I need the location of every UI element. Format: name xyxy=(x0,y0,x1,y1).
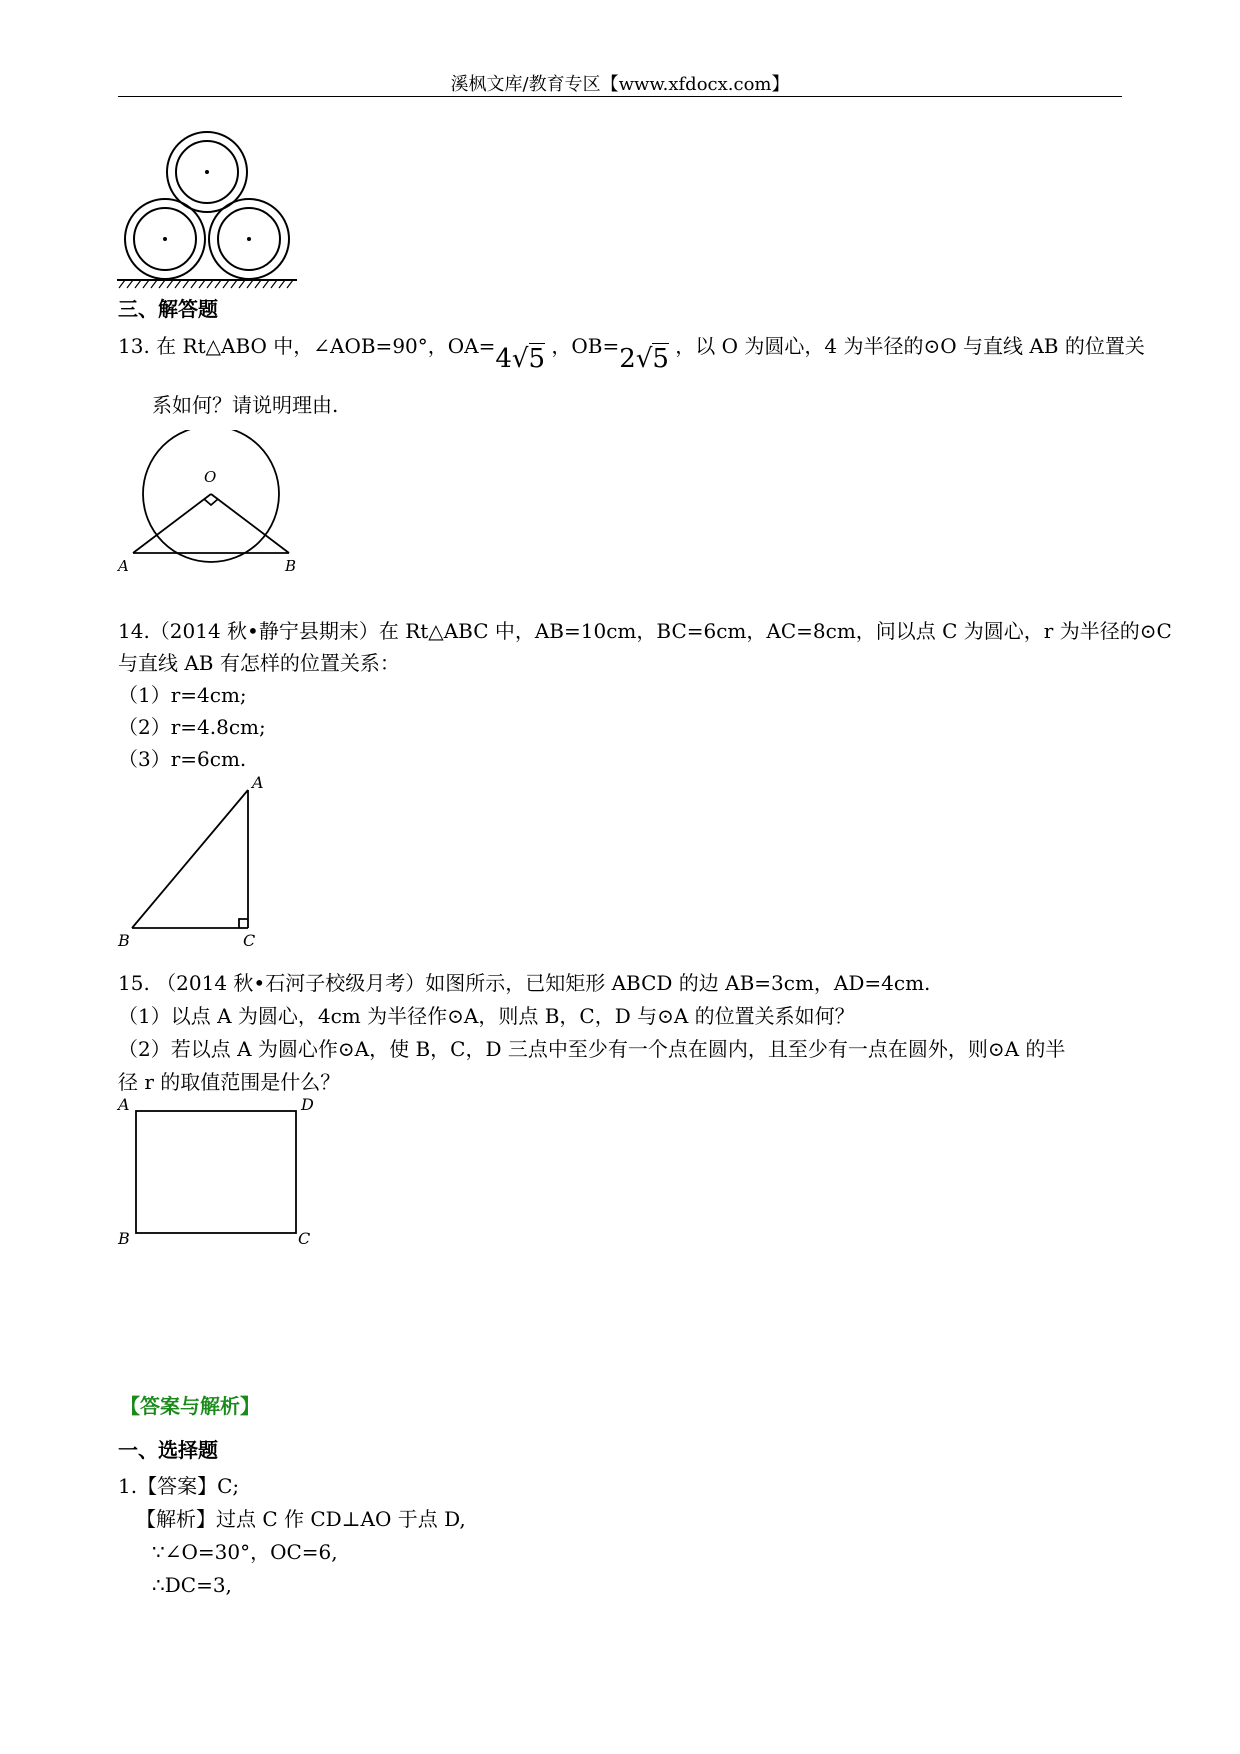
section-heading: 三、解答题 xyxy=(118,297,218,321)
question-15-line1: 15. （2014 秋•石河子校级月考）如图所示，已知矩形 ABCD 的边 AB=3cm，AD=4cm. xyxy=(118,971,931,995)
question-13-line2: 系如何？请说明理由. xyxy=(152,393,339,417)
question-15-line2: （1）以点 A 为圆心，4cm 为半径作⊙A，则点 B，C，D 与⊙A 的位置关系如何？ xyxy=(118,1004,855,1028)
question-14-item1: （1）r=4cm; xyxy=(118,683,247,707)
question-15-line4: 径 r 的取值范围是什么？ xyxy=(118,1070,341,1094)
oa-coefficient: 4 xyxy=(495,344,512,374)
q13-text-b: ，OB= xyxy=(551,334,620,358)
answer-1-step1: ∵∠O=30°，OC=6, xyxy=(152,1540,338,1564)
label-a: A xyxy=(118,557,129,575)
ob-radicand: 5 xyxy=(652,344,669,374)
label-b: B xyxy=(285,557,297,575)
label-o: O xyxy=(204,468,217,486)
label-d: D xyxy=(301,1095,314,1114)
right-triangle-figure xyxy=(115,770,275,955)
label-b: B xyxy=(118,1229,130,1246)
label-a: A xyxy=(252,773,264,792)
q13-text-c: ，以 O 为圆心，4 为半径的⊙O 与直线 AB 的位置关 xyxy=(675,334,1145,358)
radical-sign-icon: √ xyxy=(635,344,653,374)
answer-1: 1.【答案】C; xyxy=(118,1474,240,1498)
question-14-item3: （3）r=6cm. xyxy=(118,747,247,771)
rectangle-figure xyxy=(115,1094,320,1246)
radical-sign-icon: √ xyxy=(511,344,529,374)
answers-heading: 【答案与解析】 xyxy=(120,1394,260,1418)
question-14-line2: 与直线 AB 有怎样的位置关系： xyxy=(118,651,400,675)
question-14-item2: （2）r=4.8cm; xyxy=(118,715,266,739)
question-14-line1: 14.（2014 秋•静宁县期末）在 Rt△ABC 中，AB=10cm，BC=6cm，AC=8cm，问以点 C 为圆心，r 为半径的⊙C xyxy=(118,619,1172,643)
circle-triangle-figure xyxy=(115,430,305,580)
answer-1-step2: ∴DC=3, xyxy=(152,1573,232,1597)
question-13-line1 xyxy=(118,332,1145,374)
q13-text-a: 13. 在 Rt△ABO 中，∠AOB=90°，OA= xyxy=(118,334,496,358)
question-15-line3: （2）若以点 A 为圆心作⊙A，使 B，C，D 三点中至少有一个点在圆内，且至少有一点在圆外，则⊙A 的半 xyxy=(118,1037,1066,1061)
answers-section-heading: 一、选择题 xyxy=(118,1438,218,1462)
page-header: 溪枫文库/教育专区【www.xfdocx.com】 xyxy=(450,74,790,95)
label-a: A xyxy=(118,1095,130,1114)
oa-radicand: 5 xyxy=(528,344,546,374)
label-b: B xyxy=(118,931,130,950)
stacked-pipes-figure xyxy=(115,128,300,293)
answer-1-analysis: 【解析】过点 C 作 CD⊥AO 于点 D, xyxy=(136,1507,466,1531)
ob-coefficient: 2 xyxy=(619,344,636,374)
label-c: C xyxy=(243,931,256,950)
label-c: C xyxy=(298,1229,311,1246)
header-divider xyxy=(118,96,1122,97)
